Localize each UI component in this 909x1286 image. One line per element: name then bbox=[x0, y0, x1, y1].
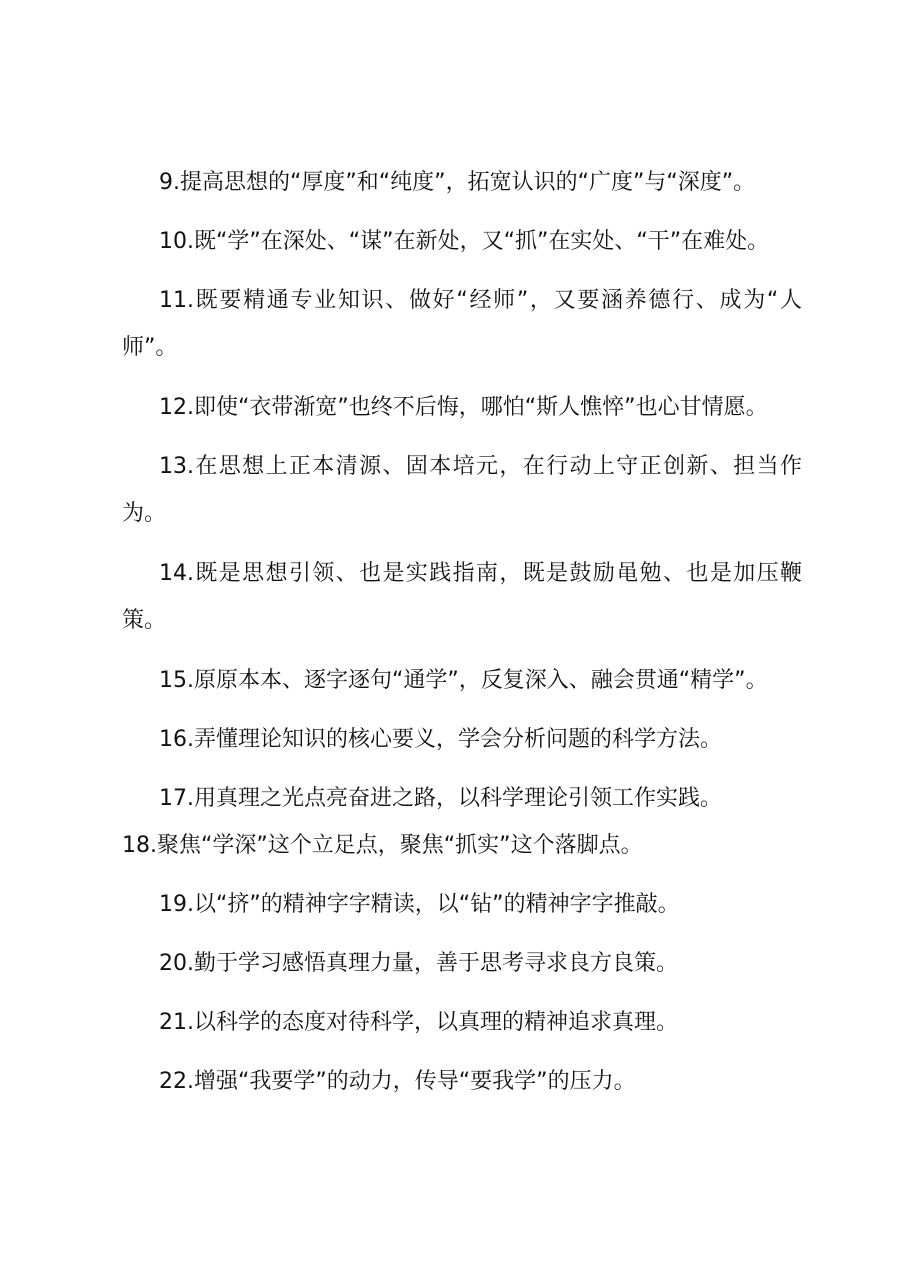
list-item-9: 9.提高思想的“厚度”和“纯度”，拓宽认识的“广度”与“深度”。 bbox=[159, 170, 756, 195]
list-item-20: 20.勤于学习感悟真理力量，善于思考寻求良方良策。 bbox=[159, 951, 678, 976]
list-item-16: 16.弄懂理论知识的核心要义，学会分析问题的科学方法。 bbox=[159, 727, 722, 752]
list-item-18: 18.聚焦“学深”这个立足点，聚焦“抓实”这个落脚点。 bbox=[122, 833, 643, 858]
list-item-19: 19.以“挤”的精神字字精读，以“钻”的精神字字推敲。 bbox=[159, 892, 680, 917]
list-item-17: 17.用真理之光点亮奋进之路，以科学理论引领工作实践。 bbox=[159, 786, 722, 811]
list-item-14: 14.既是思想引领、也是实践指南，既是鼓励黾勉、也是加压鞭策。 bbox=[122, 561, 802, 633]
list-item-12: 12.即使“衣带渐宽”也终不后悔，哪怕“斯人憔悴”也心甘情愿。 bbox=[159, 395, 768, 420]
list-item-22: 22.增强“我要学”的动力，传导“要我学”的压力。 bbox=[159, 1069, 636, 1094]
list-item-21: 21.以科学的态度对待科学，以真理的精神追求真理。 bbox=[159, 1010, 678, 1035]
list-item-13: 13.在思想上正本清源、固本培元，在行动上守正创新、担当作为。 bbox=[122, 454, 802, 526]
list-item-10: 10.既“学”在深处、“谋”在新处，又“抓”在实处、“干”在难处。 bbox=[159, 229, 770, 254]
list-item-15: 15.原原本本、逐字逐句“通学”，反复深入、融会贯通“精学”。 bbox=[159, 668, 768, 693]
list-item-11: 11.既要精通专业知识、做好“经师”，又要涵养德行、成为“人师”。 bbox=[122, 288, 802, 360]
